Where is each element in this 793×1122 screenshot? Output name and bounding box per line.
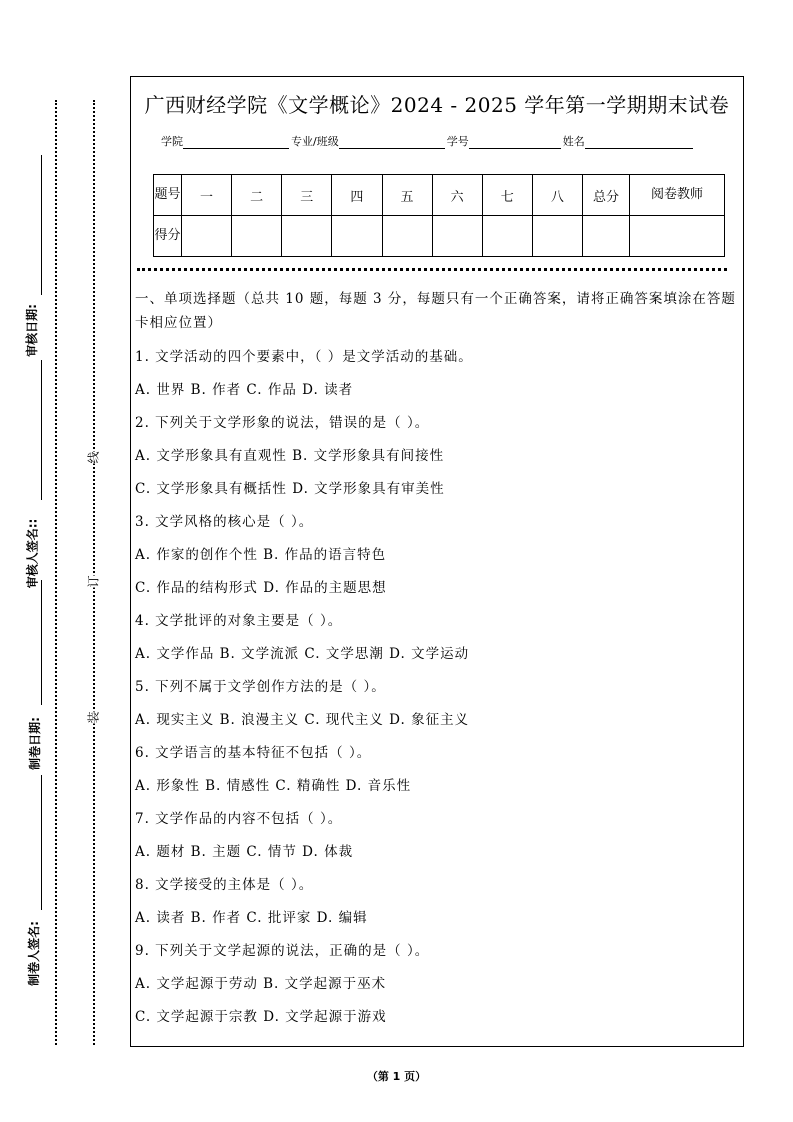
score-col-4: 四	[332, 175, 382, 216]
score-cell[interactable]	[432, 216, 482, 257]
score-cell[interactable]	[382, 216, 432, 257]
score-col-3: 三	[282, 175, 332, 216]
exam-frame	[130, 76, 744, 1047]
binding-margin	[0, 0, 128, 1122]
exam-title: 广西财经学院《文学概论》2024 - 2025 学年第一学期期末试卷	[144, 93, 730, 117]
option-line: A. 现实主义 B. 浪漫主义 C. 现代主义 D. 象征主义	[135, 712, 470, 728]
score-col-total: 总分	[583, 175, 630, 216]
score-cell[interactable]	[332, 216, 382, 257]
page-number: （第 1 页）	[366, 1070, 427, 1083]
college-label: 学院	[161, 135, 183, 148]
college-field[interactable]	[183, 136, 289, 149]
major-label: 专业/班级	[291, 135, 339, 148]
option-line: A. 读者 B. 作者 C. 批评家 D. 编辑	[135, 910, 368, 926]
score-head: 得分	[154, 216, 182, 257]
review-date-label: 审核日期:	[24, 304, 39, 357]
option-line: C. 作品的结构形式 D. 作品的主题思想	[135, 580, 387, 596]
score-col-7: 七	[482, 175, 532, 216]
score-cell[interactable]	[630, 216, 725, 257]
option-line: A. 世界 B. 作者 C. 作品 D. 读者	[135, 382, 354, 398]
student-id-field[interactable]	[469, 136, 561, 149]
option-line: A. 文学作品 B. 文学流派 C. 文学思潮 D. 文学运动	[135, 646, 470, 662]
question-line: 4. 文学批评的对象主要是（ ）。	[135, 613, 343, 629]
separator-dotted-line	[137, 268, 727, 271]
option-line: A. 作家的创作个性 B. 作品的语言特色	[135, 547, 387, 563]
question-line: 5. 下列不属于文学创作方法的是（ ）。	[135, 679, 386, 695]
question-line: 6. 文学语言的基本特征不包括（ ）。	[135, 745, 372, 761]
make-date-label: 制卷日期:	[27, 717, 42, 770]
question-number-head: 题号	[154, 175, 182, 216]
option-line: A. 题材 B. 主题 C. 情节 D. 体裁	[135, 844, 354, 860]
name-label: 姓名	[562, 135, 585, 148]
score-col-8: 八	[532, 175, 582, 216]
question-line: 1. 文学活动的四个要素中，（ ）是文学活动的基础。	[135, 349, 473, 365]
binding-dotted-line-outer	[55, 100, 57, 1045]
score-col-grader: 阅卷教师	[630, 175, 725, 216]
option-line: A. 文学形象具有直观性 B. 文学形象具有间接性	[135, 448, 445, 464]
make-date-blank	[41, 580, 42, 705]
major-field[interactable]	[339, 136, 445, 149]
binding-char-line: 线	[82, 451, 105, 463]
score-col-5: 五	[382, 175, 432, 216]
score-cell[interactable]	[482, 216, 532, 257]
reviewer-sign-label: 审核人签名::	[25, 518, 40, 589]
score-table-score-row	[154, 216, 725, 257]
binding-char-install: 装	[82, 711, 105, 723]
option-line: C. 文学起源于宗教 D. 文学起源于游戏	[135, 1009, 387, 1025]
name-field[interactable]	[585, 136, 693, 149]
score-cell[interactable]	[532, 216, 582, 257]
score-cell[interactable]	[232, 216, 282, 257]
option-line: C. 文学形象具有概括性 D. 文学形象具有审美性	[135, 481, 445, 497]
score-cell[interactable]	[182, 216, 232, 257]
question-content	[135, 287, 737, 1034]
option-line: A. 文学起源于劳动 B. 文学起源于巫术	[135, 976, 387, 992]
score-col-1: 一	[182, 175, 232, 216]
score-table	[153, 174, 725, 257]
question-line: 8. 文学接受的主体是（ ）。	[135, 877, 314, 893]
binding-dotted-line-inner	[93, 100, 95, 1045]
maker-sign-label: 制卷人签名:	[26, 921, 41, 986]
option-line: A. 形象性 B. 情感性 C. 精确性 D. 音乐性	[135, 778, 412, 794]
score-table-header-row	[154, 175, 725, 216]
section-heading: 一、单项选择题（总共 10 题，每题 3 分，每题只有一个正确答案，请将正确答案填涂在答题卡相应位置）	[135, 291, 736, 331]
reviewer-sign-blank	[41, 360, 42, 500]
review-date-blank	[41, 155, 42, 295]
question-line: 2. 下列关于文学形象的说法，错误的是（ ）。	[135, 415, 430, 431]
binding-char-order: 订	[82, 575, 105, 587]
question-line: 9. 下列关于文学起源的说法，正确的是（ ）。	[135, 943, 430, 959]
score-col-2: 二	[232, 175, 282, 216]
maker-sign-blank	[41, 775, 42, 910]
score-cell[interactable]	[583, 216, 630, 257]
student-info-row	[161, 133, 695, 149]
question-line: 3. 文学风格的核心是（ ）。	[135, 514, 314, 530]
score-col-6: 六	[432, 175, 482, 216]
question-line: 7. 文学作品的内容不包括（ ）。	[135, 811, 343, 827]
student-id-label: 学号	[446, 135, 469, 148]
score-cell[interactable]	[282, 216, 332, 257]
